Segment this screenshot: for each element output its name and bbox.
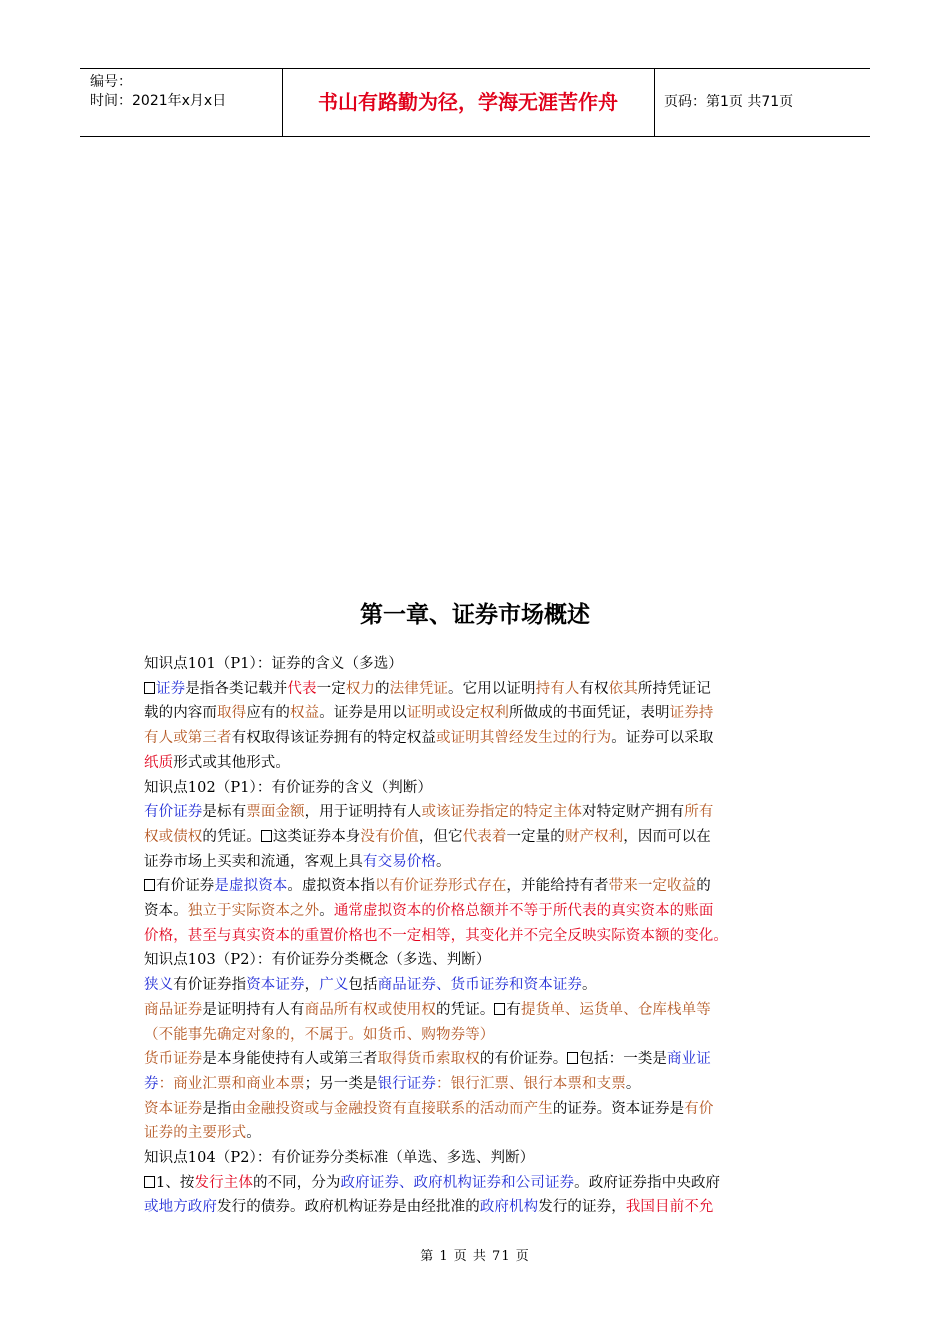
text-segment: 包括 <box>348 977 378 994</box>
text-segment: 权或债权 <box>144 828 203 845</box>
text-segment: ，因而可以在 <box>623 828 711 845</box>
text-segment: 一定量的 <box>506 828 565 845</box>
text-segment: 知识点102（P1）：有价证券的含义（判断） <box>144 779 433 796</box>
text-segment: 提货单、运货单、仓库栈单等 <box>521 1001 711 1018</box>
text-segment: ，用于证明持有人 <box>304 804 422 821</box>
text-segment: 包括：一类是 <box>579 1051 668 1068</box>
text-line <box>144 726 810 751</box>
text-segment: 有 <box>506 1001 522 1018</box>
text-segment: 这类证券本身 <box>272 828 361 845</box>
text-segment: 有价 <box>684 1100 714 1117</box>
text-segment: ；另一类是 <box>304 1075 378 1092</box>
text-segment: 商品证券、货币证券和资本证券 <box>377 977 583 994</box>
text-segment: 载的内容而 <box>144 705 217 722</box>
checkbox-glyph-icon <box>144 1176 155 1188</box>
text-segment: 券 <box>144 1075 159 1092</box>
checkbox-glyph-icon <box>144 682 155 694</box>
text-segment: 的不同，分为 <box>252 1174 341 1191</box>
text-segment: 1、按 <box>156 1174 195 1191</box>
text-segment: 的凭证。 <box>202 828 261 845</box>
text-segment: 是指 <box>202 1100 232 1117</box>
text-segment: 取得货币索取权 <box>377 1051 480 1068</box>
text-segment: 是指各类记载并 <box>185 680 288 697</box>
text-segment: 所持凭证记 <box>637 680 711 697</box>
text-segment: 一定 <box>316 680 346 697</box>
text-segment: 取得 <box>217 705 247 722</box>
text-segment: 。 <box>246 1125 261 1142</box>
text-segment: 。 <box>582 977 597 994</box>
text-segment: 商品所有权或使用权 <box>304 1001 437 1018</box>
text-segment: 应有的 <box>246 705 291 722</box>
text-segment: 狭义 <box>144 977 174 994</box>
text-segment: 证券 <box>156 680 186 697</box>
text-line <box>144 998 810 1023</box>
text-line <box>144 825 810 850</box>
text-segment: 有价证券 <box>156 878 215 895</box>
text-segment: 是虚拟资本 <box>214 878 288 895</box>
text-segment: 或该证券指定的特定主体 <box>421 804 583 821</box>
text-segment: 知识点101（P1）：证券的含义（多选） <box>144 656 403 672</box>
text-segment: 。证券可以采取 <box>611 730 714 747</box>
text-line <box>144 973 810 998</box>
text-segment: 商业证 <box>667 1051 711 1068</box>
text-segment: 广义 <box>319 977 349 994</box>
document-body <box>144 652 810 1220</box>
checkbox-glyph-icon <box>261 830 272 842</box>
text-line <box>144 948 810 973</box>
text-segment: 由金融投资或与金融投资有直接联系的活动而产生 <box>231 1100 553 1117</box>
text-segment: 通常虚拟资本的价格总额并不等于所代表的真实资本的账面 <box>333 903 714 920</box>
text-segment: 持有人 <box>535 680 580 697</box>
header-divider <box>654 69 655 136</box>
text-line <box>144 874 810 899</box>
text-segment: 是证明持有人有 <box>202 1001 305 1018</box>
text-line <box>144 701 810 726</box>
text-segment: 的 <box>375 680 390 697</box>
header-left-cell <box>90 73 226 111</box>
text-segment: 。虚拟资本指 <box>287 878 376 895</box>
text-line <box>144 677 810 702</box>
text-segment: 带来一定收益 <box>608 878 697 895</box>
text-segment: 知识点104（P2）：有价证券分类标准（单选、多选、判断） <box>144 1150 535 1167</box>
text-segment: 有人或第三者 <box>144 730 232 747</box>
text-segment: 依其 <box>608 680 638 697</box>
text-segment: 。它用以证明 <box>448 680 536 697</box>
checkbox-glyph-icon <box>494 1003 505 1015</box>
text-segment: 价格，甚至与真实资本的重置价格也不一定相等，其变化并不完全反映实际资本额的变化。 <box>144 927 728 944</box>
text-segment: 票面金额 <box>246 804 305 821</box>
text-segment: 代表 <box>287 680 317 697</box>
text-segment: 代表着 <box>462 828 507 845</box>
text-segment: ：商业汇票和商业本票 <box>158 1075 305 1092</box>
text-segment: 是本身能使持有人或第三者 <box>202 1051 378 1068</box>
text-segment: 政府证券、政府机构证券和公司证券 <box>340 1174 575 1191</box>
text-segment: 。 <box>319 903 334 920</box>
text-line <box>144 1195 810 1220</box>
text-line <box>144 1072 810 1097</box>
text-segment: 有价证券指 <box>173 977 247 994</box>
number-label: 编号： <box>90 74 132 90</box>
text-segment: ，但它 <box>418 828 463 845</box>
text-line <box>144 652 810 677</box>
text-line <box>144 751 810 776</box>
text-segment: 所做成的书面凭证，表明 <box>509 705 670 722</box>
text-segment: 的凭证。 <box>436 1001 495 1018</box>
text-segment: 或证明其曾经发生过的行为 <box>436 730 612 747</box>
text-segment: 资本证券 <box>144 1100 203 1117</box>
text-segment: 银行证券 <box>377 1075 437 1092</box>
text-segment: 有交易价格 <box>363 853 436 870</box>
text-segment: 或地方政府 <box>144 1199 217 1216</box>
text-segment: 财产权利 <box>564 828 624 845</box>
text-segment: 。 <box>436 853 451 870</box>
text-line <box>144 1171 810 1196</box>
text-segment: 政府机构 <box>479 1199 539 1216</box>
text-segment: 。政府证券指中央政府 <box>574 1174 721 1191</box>
text-segment: 的 <box>696 878 711 895</box>
header-motto: 书山有路勤为径，学海无涯苦作舟 <box>318 90 618 114</box>
text-line <box>144 1047 810 1072</box>
text-segment: 独立于实际资本之外 <box>187 903 320 920</box>
text-segment: 的有价证券。 <box>479 1051 568 1068</box>
text-segment: 证券市场上买卖和流通，客观上具 <box>144 853 363 870</box>
text-line <box>144 776 810 801</box>
time-label: 时间：2021年x月x日 <box>90 93 227 109</box>
text-segment: 证明或设定权利 <box>406 705 510 722</box>
checkbox-glyph-icon <box>567 1052 578 1064</box>
text-line <box>144 1146 810 1171</box>
text-segment: 有价证券 <box>144 804 203 821</box>
text-segment: ：银行汇票、银行本票和支票 <box>436 1075 626 1092</box>
text-segment: 权力 <box>345 680 376 697</box>
text-segment: 的证券。资本证券是 <box>552 1100 685 1117</box>
text-segment: 我国目前不允 <box>625 1199 714 1216</box>
text-segment: 是标有 <box>202 804 247 821</box>
text-segment: 法律凭证 <box>389 680 449 697</box>
text-segment: 。 <box>625 1075 641 1092</box>
text-segment: 没有价值 <box>360 828 419 845</box>
text-segment: 以有价证券形式存在 <box>375 878 507 895</box>
text-segment: 纸质 <box>144 754 174 771</box>
text-segment: 商品证券 <box>144 1001 203 1018</box>
text-segment: ， <box>304 977 320 994</box>
text-segment: 有权 <box>579 680 609 697</box>
checkbox-glyph-icon <box>144 879 155 891</box>
text-line <box>144 924 810 949</box>
text-segment: 发行主体 <box>194 1174 253 1191</box>
text-segment: 发行的债券。政府机构证券是由经批准的 <box>217 1199 480 1216</box>
text-line <box>144 800 810 825</box>
text-line <box>144 1023 810 1048</box>
text-segment: 。证券是用以 <box>319 705 407 722</box>
header-page-info: 页码：第1页 共71页 <box>664 94 794 110</box>
text-segment: 资本。 <box>144 903 188 920</box>
text-segment: ，并能给持有者 <box>506 878 609 895</box>
text-line <box>144 850 810 875</box>
text-line <box>144 899 810 924</box>
text-segment: 有权取得该证券拥有的特定权益 <box>231 730 437 747</box>
text-segment: 知识点103（P2）：有价证券分类概念（多选、判断） <box>144 952 491 969</box>
text-line <box>144 1121 810 1146</box>
text-segment: 资本证券 <box>246 977 305 994</box>
text-segment: 对特定财产拥有 <box>582 804 685 821</box>
page-footer: 第 1 页 共 71 页 <box>420 1249 530 1264</box>
text-segment: 形式或其他形式。 <box>173 754 291 771</box>
chapter-title: 第一章、证券市场概述 <box>360 601 590 628</box>
header-table <box>80 68 870 137</box>
text-segment: 权益 <box>290 705 320 722</box>
text-segment: 所有 <box>684 804 714 821</box>
text-segment: 证券的主要形式 <box>144 1125 247 1142</box>
text-line <box>144 1097 810 1122</box>
text-segment: 发行的证券， <box>538 1199 626 1216</box>
text-segment: 证券持 <box>669 705 714 722</box>
text-segment: （不能事先确定对象的，不属于。如货币、购物券等） <box>144 1026 495 1043</box>
text-segment: 货币证券 <box>144 1051 203 1068</box>
